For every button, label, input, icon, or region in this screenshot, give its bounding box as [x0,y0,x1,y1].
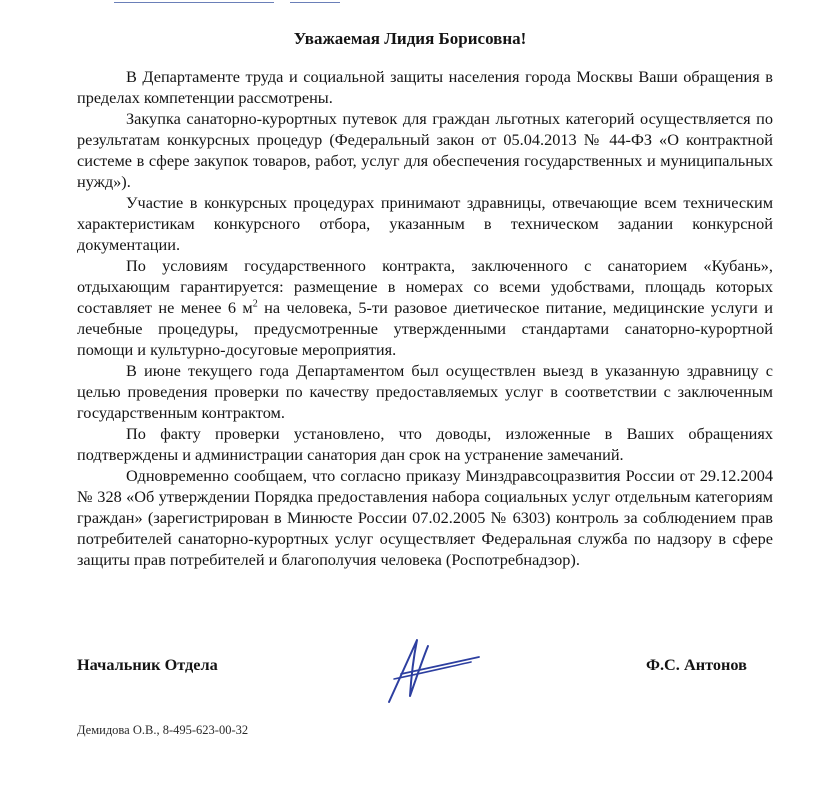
paragraph-participation: Участие в конкурсных процедурах принимают здравницы, отвечающие всем техническим характеристикам конкурсного отбора, указанным в техническом задании конкурсной документации. [77,193,773,254]
underline-segment [114,2,274,3]
signer-name: Ф.С. Антонов [646,655,747,674]
paragraph-review-result: В Департаменте труда и социальной защиты населения города Москвы Ваши обращения в пределах компетенции рассмотрены. [77,67,773,107]
paragraph-supervision: Одновременно сообщаем, что согласно приказу Минздравсоцразвития России от 29.12.2004 № 328 «Об утверждении Порядка предоставления набора социальных услуг отдельным категориям граждан» (зарегистрирован в Минюсте России 07.02.2005 № 6303) контроль за соблюдением прав потребителей санаторно-курортных услуг осуществляет Федеральная служба по надзору в сфере защиты прав потребителей и благополучия человека (Роспотребнадзор). [77,466,773,569]
signer-position: Начальник Отдела [77,655,218,674]
area-unit-superscript: 2 [252,298,258,310]
paragraph-findings: По факту проверки установлено, что доводы, изложенные в Ваших обращениях подтверждены и администрации санатория дан срок на устранение замечаний. [77,424,773,464]
paragraph-contract-terms [77,255,773,360]
paragraph-procurement: Закупка санаторно-курортных путевок для граждан льготных категорий осуществляется по результатам конкурсных процедур (Федеральный закон от 05.04.2013 № 44-ФЗ «О контрактной системе в сфере закупок товаров, работ, услуг для обеспечения государственных и муниципальных нужд»). [77,109,773,191]
letter-body [77,66,773,570]
executor-contact: Демидова О.В., 8-495-623-00-32 [77,723,249,737]
contract-terms-text: По условиям государственного контракта, заключенного с санаторием «Кубань», отдыхающим гарантируется: размещение в номерах со всеми удобствами, площадь которых составляет не менее 6 м [77,256,773,317]
paragraph-inspection: В июне текущего года Департаментом был осуществлен выезд в указанную здравницу с целью проведения проверки по качеству предоставляемых услуг в соответствии с заключенным государственным контрактом. [77,361,773,422]
contract-terms-text-end: на человека, 5-ти разовое диетическое питание, медицинские услуги и лечебные процедуры, предусмотренные утвержденными стандартами санаторно-курортной помощи и культурно-досуговые мероприятия. [77,298,773,359]
signature-stroke [389,640,428,702]
handwritten-signature-icon [383,636,483,708]
header-underline [80,0,340,6]
letter-greeting: Уважаемая Лидия Борисовна! [293,29,527,48]
underline-segment [290,2,340,3]
